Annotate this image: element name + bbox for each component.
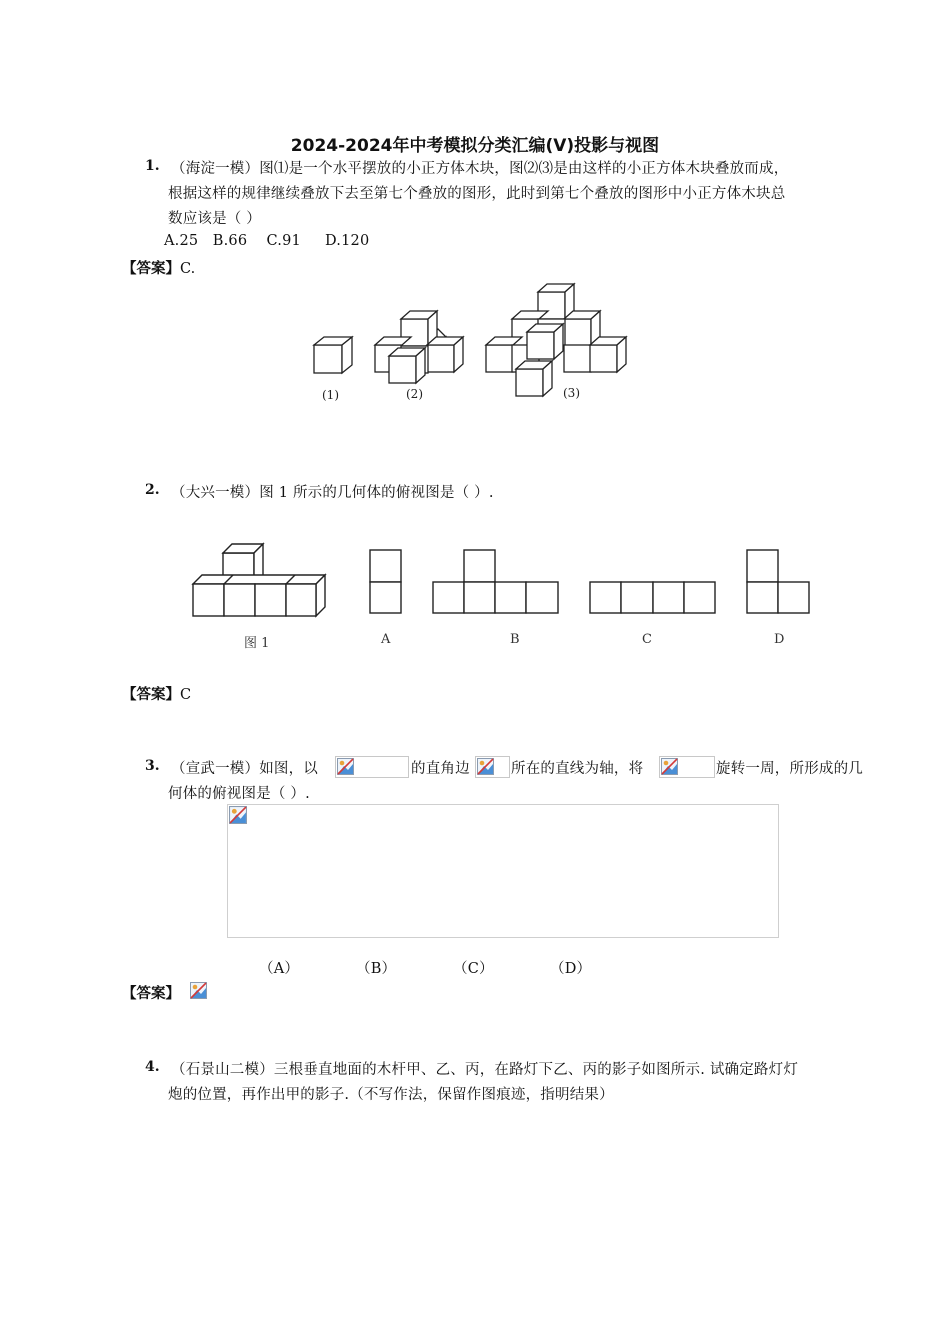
question-3-answer [122, 982, 180, 1003]
question-3-segment-3: 所在的直线为轴，将 [511, 761, 644, 777]
option-b-label: B [510, 632, 520, 647]
question-1-text-line1: （海淀一模）图⑴是一个水平摆放的小正方体木块，图⑵⑶是由这样的小正方体木块叠放而成， [171, 161, 789, 177]
question-3-text-line2: 何体的俯视图是（ ）. [168, 786, 310, 802]
question-3-option-a: （A） [259, 961, 300, 977]
option-d-label: D [774, 632, 785, 647]
question-3-segment-1: （宣武一模）如图，以 [171, 761, 318, 777]
answer-image-placeholder [190, 982, 209, 1001]
option-c-label: C [642, 632, 652, 647]
question-1-number: 1. [145, 158, 160, 174]
figure-1-label: 图 1 [244, 636, 270, 651]
question-2-answer [122, 683, 191, 704]
triangle-image-placeholder [335, 756, 409, 778]
broken-image-icon [661, 758, 678, 775]
option-b-view [433, 550, 558, 613]
question-4-text-line2: 炮的位置，再作出甲的影子.（不写作法，保留作图痕迹，指明结果） [168, 1087, 614, 1103]
question-3-number: 3. [145, 758, 160, 774]
broken-image-icon [477, 758, 494, 775]
question-2-answer-value: C [180, 687, 192, 703]
question-3-option-d: （D） [550, 961, 592, 977]
option-d-view [747, 550, 809, 613]
question-3-option-c: （C） [453, 961, 494, 977]
answer-label: 【答案】 [122, 261, 180, 277]
question-1-options: A.25 B.66 C.91 D.120 [164, 233, 370, 249]
broken-image-icon [229, 806, 247, 824]
broken-image-icon [190, 982, 207, 999]
question-3-option-b: （B） [356, 961, 397, 977]
question-1-text-line3: 数应该是（ ） [168, 211, 262, 227]
question-2-number: 2. [145, 482, 160, 498]
figure-label-1: (1) [322, 388, 339, 402]
page-title: 2024-2024年中考模拟分类汇编(V)投影与视图 [290, 136, 660, 156]
geometry-views-figure [180, 535, 830, 660]
cube-figure-2 [375, 311, 463, 383]
figure-label-3: (3) [563, 386, 580, 400]
option-a-label: A [381, 632, 391, 647]
side-image-placeholder [475, 756, 510, 778]
cube-figure-3 [486, 284, 626, 396]
broken-image-icon [337, 758, 354, 775]
solid-figure-1 [193, 544, 325, 616]
question-3-segment-4: 旋转一周，所形成的几 [716, 761, 863, 777]
question-1-answer-value: C. [180, 261, 196, 277]
answer-label: 【答案】 [122, 687, 180, 703]
option-c-view [590, 582, 715, 613]
question-1-text-line2: 根据这样的规律继续叠放下去至第七个叠放的图形，此时到第七个叠放的图形中小正方体木块总 [168, 186, 786, 202]
cube-figure-1 [314, 337, 352, 373]
triangle-image-placeholder-2 [659, 756, 715, 778]
answer-label: 【答案】 [122, 986, 180, 1002]
option-a-view [370, 550, 401, 613]
question-4-text-line1: （石景山二模）三根垂直地面的木杆甲、乙、丙，在路灯下乙、丙的影子如图所示. 试确定路灯灯 [171, 1062, 799, 1078]
cube-stack-figure [300, 275, 650, 410]
figure-label-2: (2) [406, 387, 423, 401]
question-4-number: 4. [145, 1059, 160, 1075]
question-2-text: （大兴一模）图 1 所示的几何体的俯视图是（ ）. [171, 485, 494, 501]
question-3-figure-frame [227, 804, 779, 938]
question-1-answer [122, 257, 195, 278]
question-3-segment-2: 的直角边 [411, 761, 470, 777]
